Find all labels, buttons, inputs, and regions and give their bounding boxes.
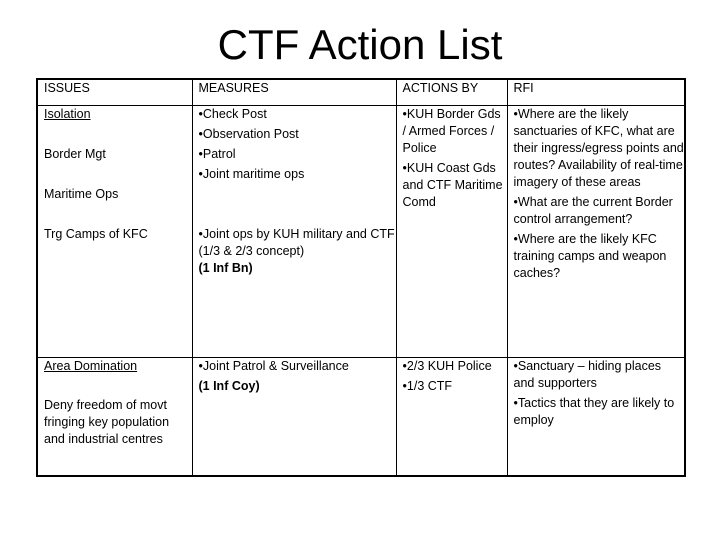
measure-joint-maritime: • Joint maritime ops xyxy=(199,166,396,183)
page-title: CTF Action List xyxy=(217,21,503,68)
table-row xyxy=(37,358,685,477)
measure-check-post: • Check Post xyxy=(199,106,396,123)
measure-joint-patrol: • Joint Patrol & Surveillance xyxy=(199,358,396,375)
issue-trg-camps: Trg Camps of KFC xyxy=(44,227,148,241)
measure-joint-ops: • Joint ops by KUH military and CTF (1/3 & 2/3 concept) xyxy=(199,226,396,260)
action-kuh-coast: • KUH Coast Gds and CTF Maritime Comd xyxy=(403,160,507,211)
rfi-tactics: • Tactics that they are likely to employ xyxy=(514,395,685,429)
rfi-sanctuary: • Sanctuary – hiding places and supporters xyxy=(514,358,685,392)
issues-cell xyxy=(37,358,192,477)
header-issues: ISSUES xyxy=(37,79,192,106)
issue-isolation: Isolation xyxy=(44,107,91,121)
header-measures: MEASURES xyxy=(192,79,396,106)
header-rfi: RFI xyxy=(507,79,685,106)
rfi-training-camps: • Where are the likely KFC training camps and weapon caches? xyxy=(514,231,685,282)
rfi-cell xyxy=(507,106,685,358)
measure-joint-ops-unit: (1 Inf Bn) xyxy=(198,261,253,275)
actions-cell xyxy=(396,106,507,358)
action-list-table xyxy=(36,78,686,477)
measures-cell xyxy=(192,358,396,477)
action-kuh-border: • KUH Border Gds / Armed Forces / Police xyxy=(403,106,507,157)
measure-patrol: • Patrol xyxy=(199,146,396,163)
measure-observation-post: • Observation Post xyxy=(199,126,396,143)
issues-cell xyxy=(37,106,192,358)
issue-deny-freedom: Deny freedom of movt fringing key population and industrial centres xyxy=(44,398,170,446)
header-actions-by: ACTIONS BY xyxy=(396,79,507,106)
issue-maritime-ops: Maritime Ops xyxy=(44,187,119,201)
table-row xyxy=(37,106,685,358)
actions-cell xyxy=(396,358,507,477)
issue-border-mgt: Border Mgt xyxy=(44,147,106,161)
measures-cell xyxy=(192,106,396,358)
action-ctf: • 1/3 CTF xyxy=(403,378,507,395)
rfi-cell xyxy=(507,358,685,477)
rfi-sanctuaries: • Where are the likely sanctuaries of KFC, what are their ingress/egress points and routes? Availability of real-time imagery of these areas xyxy=(514,106,685,191)
rfi-border-control: • What are the current Border control arrangement? xyxy=(514,194,685,228)
measure-joint-patrol-unit: (1 Inf Coy) xyxy=(198,379,260,393)
action-kuh-police: • 2/3 KUH Police xyxy=(403,358,507,375)
issue-area-domination: Area Domination xyxy=(44,359,138,373)
table-header-row xyxy=(37,79,685,106)
